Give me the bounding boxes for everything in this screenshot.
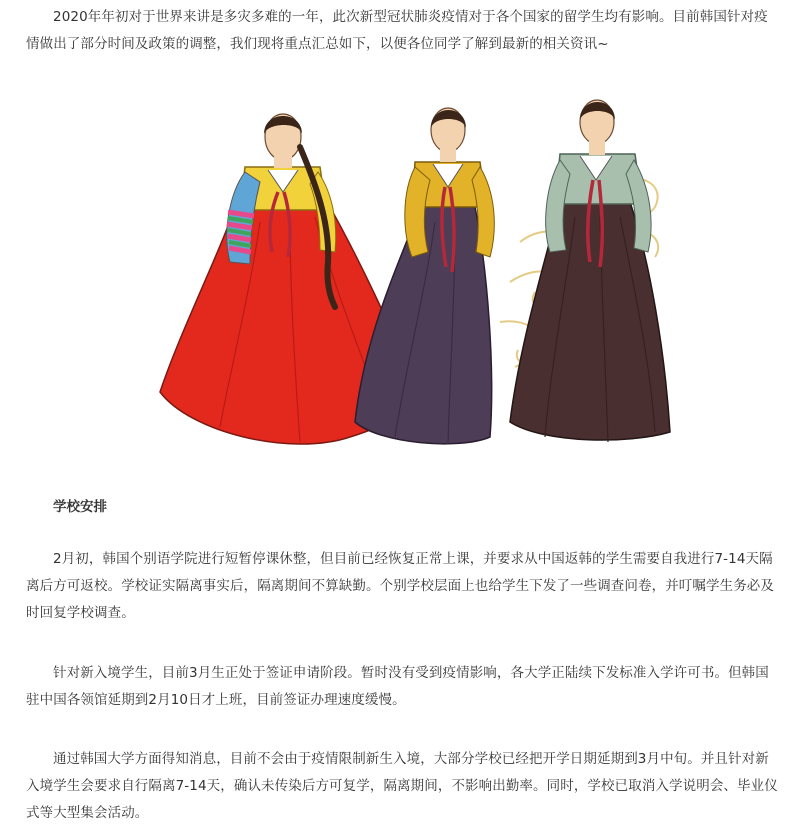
hanbok-women-illustration-icon [150,92,680,462]
section-heading: 学校安排 [53,499,107,515]
figure-middle [355,108,494,444]
intro-paragraph: 2020年年初对于世界来讲是多灾多难的一年，此次新型冠状肺炎疫情对于各个国家的留学生均有影响。目前韩国针对疫情做出了部分时间及政策的调整，我们现将重点汇总如下，以便各位同学了解到最新的相关资讯~ [26,9,768,52]
school-arrangement-paragraph: 2月初，韩国个别语学院进行短暂停课休整，但目前已经恢复正常上课，并要求从中国返韩的学生需要自我进行7-14天隔离后方可返校。学校证实隔离事实后，隔离期间不算缺勤。个别学校层面上也给学生下发了一些调查问卷，并叮嘱学生务必及时回复学校调查。 [26,551,774,621]
university-notice-paragraph: 通过韩国大学方面得知消息，目前不会由于疫情限制新生入境，大部分学校已经把开学日期延期到3月中旬。并且针对新入境学生会要求自行隔离7-14天，确认未传染后方可复学，隔离期间，不影响出勤率。同时，学校已取消入学说明会、毕业仪式等大型集会活动。 [26,751,778,821]
hanbok-illustration [150,92,680,462]
new-students-paragraph: 针对新入境学生，目前3月生正处于签证申请阶段。暂时没有受到疫情影响，各大学正陆续下发标准入学许可书。但韩国驻中国各领馆延期到2月10日才上班，目前签证办理速度缓慢。 [26,665,769,708]
